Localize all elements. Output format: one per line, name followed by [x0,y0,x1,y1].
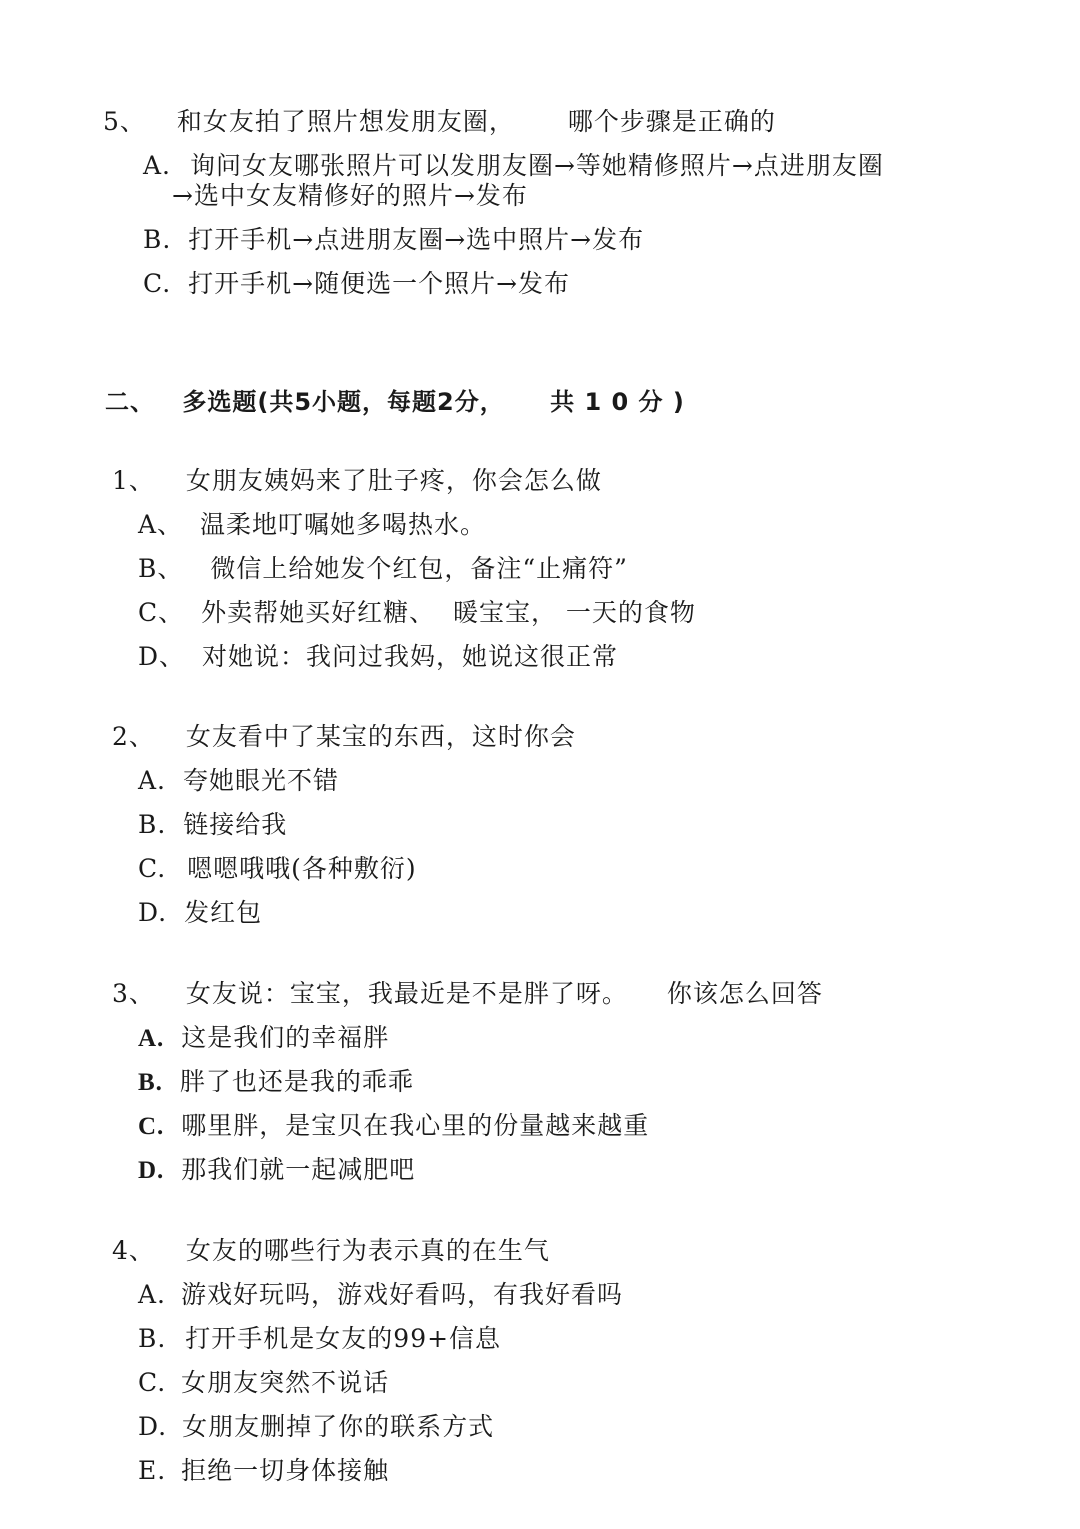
option-b [143,224,644,256]
option-text: 哪里胖，是宝贝在我心里的份量越来越重 [181,1111,650,1140]
option-text: 拒绝一切身体接触 [181,1456,390,1485]
option-c [138,1367,389,1399]
question-text: 女友说：宝宝，我最近是不是胖了呀。 [185,979,628,1008]
section-title: 多选题(共5小题，每题2分， [182,388,505,416]
option-d [138,897,262,929]
option-label: B. [138,810,167,839]
option-label: A. [138,766,167,795]
option-text: 夸她眼光不错 [182,766,339,795]
section-number: 二、 [105,388,155,416]
option-label: D. [138,1412,168,1441]
option-text: 链接给我 [183,810,288,839]
question-4-stem [112,1235,550,1267]
option-text: 发红包 [184,898,263,927]
option-text: 对她说：我问过我妈，她说这很正常 [202,642,619,671]
option-text: 打开手机→随便选一个照片→发布 [188,269,571,298]
option-label: E. [138,1456,167,1485]
question-number: 2、 [112,722,155,751]
option-c [138,853,417,885]
option-label: B. [138,1069,163,1096]
question-number: 3、 [112,979,155,1008]
option-text: 打开手机→点进朋友圈→选中照片→发布 [188,225,645,254]
question-text-continued: 你该怎么回答 [666,979,823,1008]
option-c [138,1110,649,1143]
option-text: 嗯嗯哦哦(各种敷衍) [187,854,417,883]
option-text: 女朋友删掉了你的联系方式 [182,1412,495,1441]
option-d [138,1154,415,1187]
option-c [138,597,696,629]
option-e [138,1455,389,1487]
question-number: 4、 [112,1236,155,1265]
section-title-points: 共 1 0 分 ) [550,388,685,416]
option-text: 胖了也还是我的乖乖 [179,1067,414,1096]
option-text: 那我们就一起减肥吧 [181,1155,416,1184]
option-text: 询问女友哪张照片可以发朋友圈→等她精修照片→点进朋友圈 [189,151,884,180]
option-a [138,1022,389,1055]
question-text-continued: 哪个步骤是正确的 [567,107,776,136]
option-label: A、 [138,510,184,539]
option-label: D. [138,1157,165,1184]
option-b [138,809,287,841]
option-text: 微信上给她发个红包，备注“止痛符” [210,554,628,583]
option-text: 这是我们的幸福胖 [181,1023,390,1052]
question-1-stem [112,465,602,497]
option-label: A. [138,1280,167,1309]
option-label: D、 [138,642,186,671]
option-label: A. [143,151,172,180]
option-label: C. [143,269,172,298]
question-text: 女友的哪些行为表示真的在生气 [185,1236,550,1265]
question-2-stem [112,721,576,753]
option-a-continued [172,180,528,212]
question-text: 女朋友姨妈来了肚子疼，你会怎么做 [185,466,602,495]
option-a [143,150,884,182]
option-label: A. [138,1025,165,1052]
question-text: 女友看中了某宝的东西，这时你会 [185,722,576,751]
option-a [138,765,339,797]
option-a [138,509,486,541]
option-text: 女朋友突然不说话 [181,1368,390,1397]
option-text: 温柔地叮嘱她多喝热水。 [200,510,487,539]
option-label: B、 [138,554,184,583]
option-label: D. [138,898,168,927]
option-label: C、 [138,598,185,627]
option-b [138,1323,501,1355]
question-5-stem [103,106,776,138]
question-number: 1、 [112,466,155,495]
option-text: 外卖帮她买好红糖、 暖宝宝， 一天的食物 [201,598,696,627]
option-b [138,1066,414,1099]
option-label: C. [138,1113,165,1140]
option-text: 打开手机是女友的99+信息 [185,1324,502,1353]
option-b [138,553,628,585]
option-c [143,268,570,300]
section-heading [105,386,685,418]
option-d [138,641,618,673]
option-d [138,1411,494,1443]
option-label: B. [138,1324,167,1353]
option-label: B. [143,225,172,254]
option-text: →选中女友精修好的照片→发布 [172,181,528,210]
question-text: 和女友拍了照片想发朋友圈， [176,107,515,136]
question-3-stem [112,978,823,1010]
option-a [138,1279,623,1311]
option-text: 游戏好玩吗，游戏好看吗，有我好看吗 [180,1280,623,1309]
option-label: C. [138,1368,167,1397]
question-number: 5、 [103,107,146,136]
option-label: C. [138,854,167,883]
